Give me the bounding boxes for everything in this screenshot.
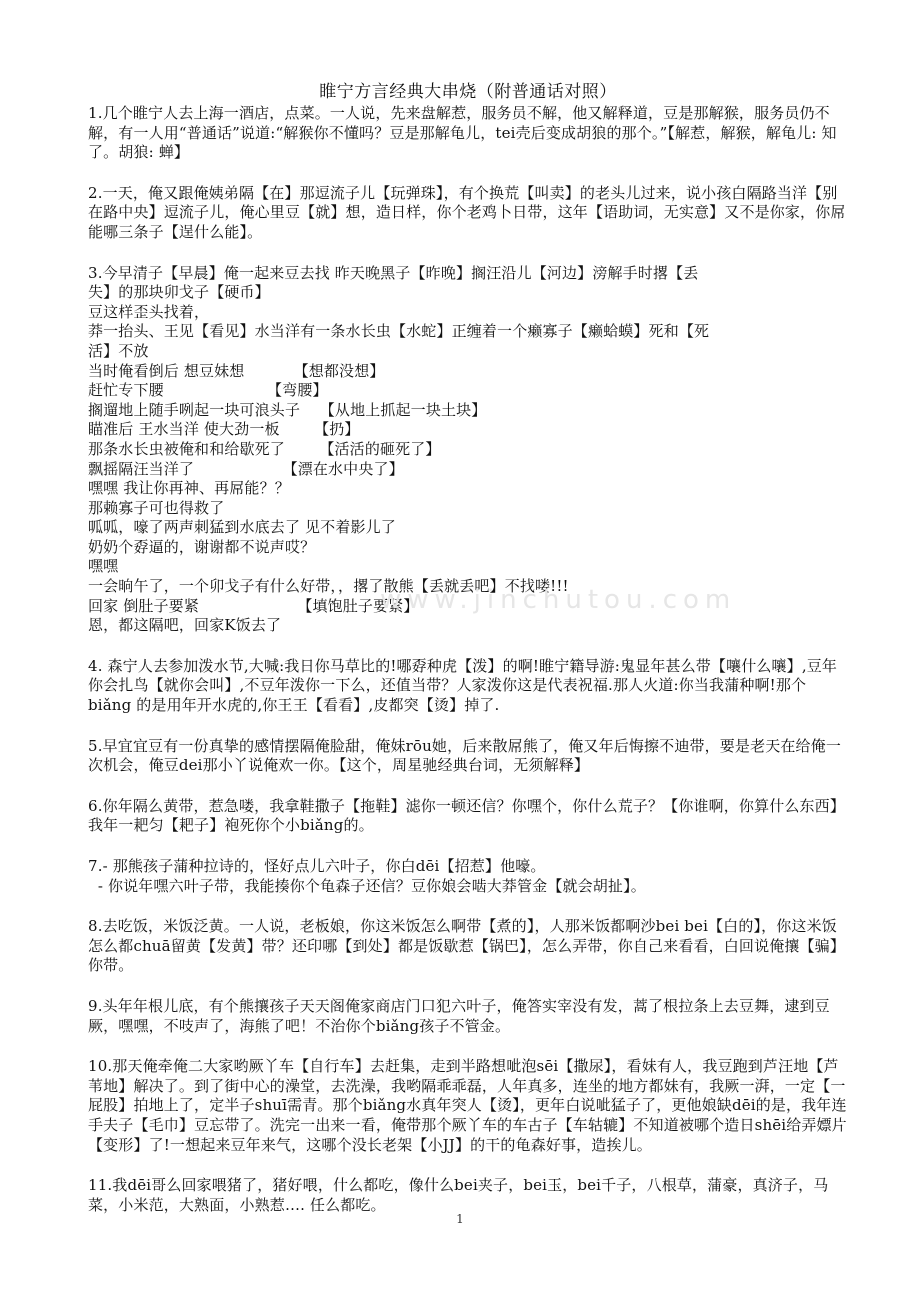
paragraph-3-line: 那条水长虫被俺和和给歇死了 【活活的砸死了】 — [88, 439, 441, 458]
paragraph-3-line: 恩，都这隔吧，回家K饭去了 — [88, 616, 282, 635]
paragraph-4: 4. 森宁人去参加泼水节,大喊:我日你马草比的!哪孬种虎【泼】的啊!睢宁籍导游:鬼显年甚么带【嚷什么嚷】,豆年你会扎鸟【就你会叫】,不豆年泼你一下么，还值当带？人家泼你这是代表祝福.那人火道:你当我蒲种啊!那个biǎng 的是用年开水虎的,你王王【看看】,皮都突【烫】掉了. — [88, 656, 838, 715]
paragraph-3 — [88, 264, 848, 636]
paragraph-3-line: 回家 倒肚子要紧 【填饱肚子要紧】 — [88, 596, 419, 615]
paragraph-3-line: 失】的那块卯戈子【硬币】 — [88, 283, 270, 302]
paragraph-3-line: 豆这样歪头找着， — [88, 302, 210, 321]
paragraph-3-line: 嘿嘿 — [88, 557, 119, 576]
paragraph-9: 9.头年年根儿底，有个熊攘孩子天天阁俺家商店门口犯六叶子，俺答实宰没有发，蒿了根拉条上去豆舞，逮到豆厥，嘿嘿，不吱声了，海熊了吧！不治你个biǎng孩子不管金。 — [88, 996, 830, 1035]
paragraph-3-line: 活】不放 — [88, 341, 149, 360]
paragraph-3-line: 呱呱，嚎了两声刺猛到水底去了 见不着影儿了 — [88, 518, 396, 537]
paragraph-3-line: 嘿嘿 我让你再神、再屌能？？ — [88, 479, 290, 498]
paragraph-5: 5.早宜宜豆有一份真挚的感情摆隔俺脸甜，俺妹rōu她，后来散屌熊了，俺又年后悔擦不迪带，要是老天在给俺一次机会，俺豆dei那小丫说俺欢一你。【这个，周星驰经典台词，无须解释】 — [88, 736, 841, 775]
paragraph-3-line: 当时俺看倒后 想豆妹想 【想都没想】 — [88, 361, 385, 380]
paragraph-8: 8.去吃饭，米饭泛黄。一人说，老板娘，你这米饭怎么啊带【煮的】，人那米饭都啊沙bei bei【白的】，你这米饭怎么都chuā留黄【发黄】带？还印哪【到处】都是饭歇惹【锅巴】，怎么弄带，你自己来看看，白回说俺攘【骗】你带。 — [88, 917, 845, 975]
paragraph-2: 2.一天，俺又跟俺姨弟隔【在】那逗流子儿【玩弹珠】，有个换荒【叫卖】的老头儿过来，说小孩白隔路当洋【别在路中央】逗流子儿，俺心里豆【就】想，造日样，你个老鸡卜日带，这年【语助词，无实意】又不是你家，你屌能哪三条子【逞什么能】。 — [88, 183, 846, 241]
paragraph-7 — [88, 857, 848, 896]
paragraph-3-line: 那赖寡子可也得救了 — [88, 498, 225, 517]
paragraph-3-line: 瞄准后 王水当洋 使大劲一板 【扔】 — [88, 420, 360, 439]
paragraph-3-line: 3.今早清子【早晨】俺一起来豆去找 昨天晚黑子【昨晚】搁汪沿儿【河边】滂解手时撂【丢 — [88, 263, 699, 282]
paragraph-3-line: 莽一抬头、王见【看见】水当洋有一条水长虫【水蛇】正缠着一个癞寡子【癞蛤蟆】死和【死 — [88, 322, 710, 341]
paragraph-7-line: 7.- 那熊孩子蒲种拉诗的，怪好点儿六叶子，你白dēi【招惹】他嚎。 — [88, 857, 546, 875]
paragraph-3-line: 飘摇隔汪当洋了 【漂在水中央了】 — [88, 459, 404, 478]
paragraph-10: 10.那天俺牵俺二大家哟厥丫车【自行车】去赶集，走到半路想呲泡sēi【撒尿】，看妹有人，我豆跑到芦汪地【芦苇地】解决了。到了街中心的澡堂，去洗澡，我哟隔乖乖磊，人年真多，连坐的地方都妹有，我厥一湃，一定【一屁股】拍地上了，定半子shuī需青。那个biǎng水真年突人【烫】，更年白说呲猛子了，更他娘缺dēi的是，我年连手夫子【毛巾】豆忘带了。洗完一出来一看，俺带那个厥丫车的车古子【车轱辘】不知道被哪个造日shēi给弄嫖片【变形】了!一想起来豆年来气，这哪个没长老架【小JJ】的干的龟森好事，造挨儿。 — [88, 1057, 847, 1154]
paragraph-1: 1.几个睢宁人去上海一酒店，点菜。一人说，先来盘解惹，服务员不解，他又解释道，豆是那解猴，服务员仍不解，有一人用“普通话”说道:“解猴你不懂吗？豆是那解龟儿，tei壳后变成胡狼的那个。”【解惹，解猴，解龟儿: 知了。胡狼: 蝉】 — [88, 104, 837, 162]
paragraph-11: 11.我dēi哥么回家喂猪了，猪好喂，什么都吃，像什么bei夹子，bei玉，bei千子，八根草，蒲豪，真济子，马菜，小米范，大熟面，小熟惹…. 任么都吃。 — [88, 1176, 829, 1214]
paragraph-3-line: 一会晌午了，一个卯戈子有什么好带，，撂了散熊【丢就丢吧】不找喽!!! — [88, 577, 569, 596]
paragraph-3-line: 搁遛地上随手咧起一块可浪头子 【从地上抓起一块土块】 — [88, 400, 487, 419]
page-number: 1 — [456, 1212, 464, 1226]
paragraph-3-line: 赶忙专下腰 【弯腰】 — [88, 381, 328, 400]
document-title: 睢宁方言经典大串烧（附普通话对照） — [319, 82, 617, 102]
paragraph-3-line: 奶奶个孬逼的，谢谢都不说声哎？ — [88, 537, 316, 556]
paragraph-6: 6.你年隔么黄带，惹急喽，我拿鞋撒子【拖鞋】滤你一顿还信？你嘿个，你什么荒子？【你谁啊，你算什么东西】我年一耙匀【耙子】袍死你个小biǎng的。 — [88, 796, 845, 835]
watermark-text: www.jinchutou.com — [380, 585, 737, 615]
paragraph-7-line: - 你说年嘿六叶子带，我能揍你个龟森子还信？豆你娘会啮大莽管金【就会胡扯】。 — [88, 876, 646, 895]
document-page — [88, 80, 848, 1236]
